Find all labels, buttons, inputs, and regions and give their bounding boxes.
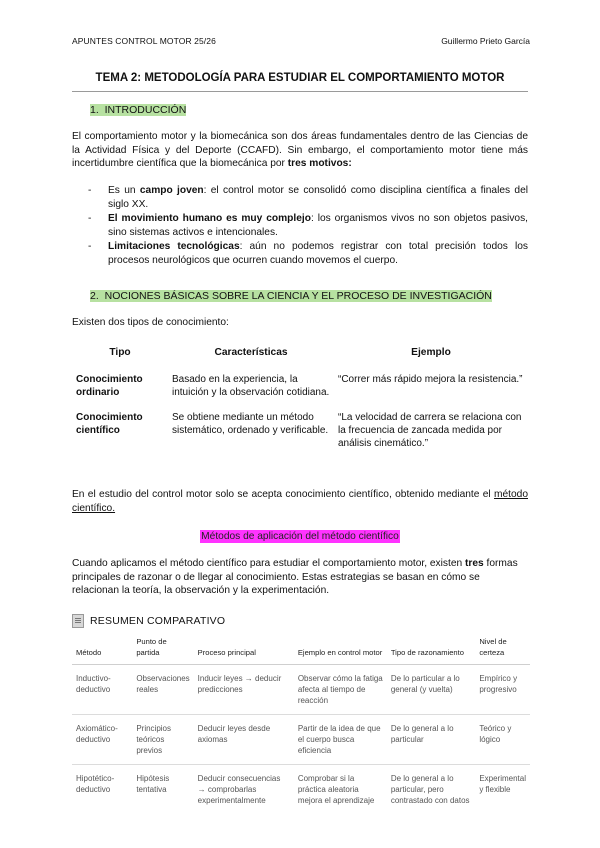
section-title: NOCIONES BÁSICAS SOBRE LA CIENCIA Y EL PROCESO DE INVESTIGACIÓN: [104, 290, 492, 302]
table-header: Características: [214, 347, 288, 358]
page-title: TEMA 2: METODOLOGÍA PARA ESTUDIAR EL COMPORTAMIENTO MOTOR: [72, 72, 528, 92]
summary-title-text: RESUMEN COMPARATIVO: [90, 615, 226, 627]
table-header: Ejemplo en control motor: [294, 632, 387, 665]
metodo-cientifico-link: método científico.: [72, 489, 528, 514]
summary-title: [72, 614, 225, 628]
intro-paragraph: [72, 130, 528, 171]
types-intro: Existen dos tipos de conocimiento:: [72, 317, 229, 328]
summary-table: [72, 632, 530, 814]
table-header: Nivel de certeza: [475, 632, 530, 665]
science-note: En el estudio del control motor solo se acepta conocimiento científico, obtenido mediante el método científico.: [72, 489, 528, 514]
table-header: Proceso principal: [194, 632, 294, 665]
table-row: Conocimiento ordinario Basado en la experiencia, la intuición y la observación cotidiana. “Correr más rápido mejora la resistencia.”: [76, 374, 523, 398]
methods-heading-wrap: [72, 530, 528, 544]
reasons-list: [88, 184, 528, 268]
methods-paragraph: Cuando aplicamos el método científico para estudiar el comportamiento motor, existen tres formas principales de razonar o de llegar al conocimiento. Estas estrategias se basan en cómo se relacionan la teoría, la observación y la experimentación.: [72, 558, 518, 596]
table-header: Ejemplo: [411, 347, 451, 358]
section-number: 2.: [90, 290, 99, 302]
intro-bold: tres motivos:: [287, 158, 352, 169]
table-row: Axiomático-deductivo Principios teóricos previos Deducir leyes desde axiomas Partir de la idea de que el cuerpo busca eficiencia De lo general a lo particular Teórico y lógico: [72, 715, 530, 765]
document-icon: [72, 614, 84, 628]
table-row: Inductivo-deductivo Observaciones reales Inducir leyes → deducir predicciones Observar cómo la fatiga afecta al tiempo de reacción De lo particular a lo general (y vuelta) Empírico y progresivo: [72, 665, 530, 715]
knowledge-table: [72, 342, 528, 458]
list-item: - Limitaciones tecnológicas: aún no podemos registrar con total precisión todos los procesos neurológicos que ocurren cuando movemos el cuerpo.: [88, 241, 528, 266]
table-header: Tipo de razonamiento: [387, 632, 476, 665]
section-number: 1.: [90, 104, 99, 116]
table-row: Hipotético-deductivo Hipótesis tentativa Deducir consecuencias → comprobarlas experimentalmente Comprobar si la práctica aleatoria mejora el aprendizaje De lo general a lo particular, pero contrastado con datos Experimental y flexible: [76, 774, 526, 805]
header-course: APUNTES CONTROL MOTOR 25/26: [72, 36, 216, 46]
table-header: Método: [72, 632, 132, 665]
table-row: Conocimiento científico Se obtiene mediante un método sistemático, ordenado y verificable. “La velocidad de carrera se relaciona con la frecuencia de zancada medida por análisis cinemático.”: [76, 412, 522, 449]
section-heading-nociones: [90, 290, 492, 302]
section-heading-introduccion: [90, 104, 186, 116]
section-title: INTRODUCCIÓN: [104, 104, 187, 116]
table-header: Tipo: [109, 347, 131, 358]
list-item: - El movimiento humano es muy complejo: los organismos vivos no son objetos pasivos, sino sistemas activos e intencionales.: [88, 213, 529, 238]
methods-heading: Métodos de aplicación del método científico: [201, 531, 399, 542]
table-header: Punto de partida: [132, 632, 193, 665]
intro-text: El comportamiento motor y la biomecánica son dos áreas fundamentales dentro de las Ciencias de la Actividad Física y del Deporte (CCAFD). Sin embargo, el comportamiento motor tiene más incertidumbre científica que la biomecánica por: [72, 131, 528, 169]
header-author: Guillermo Prieto García: [441, 36, 530, 46]
list-item: - Es un campo joven: el control motor se consolidó como disciplina científica a finales del siglo XX.: [88, 185, 528, 210]
